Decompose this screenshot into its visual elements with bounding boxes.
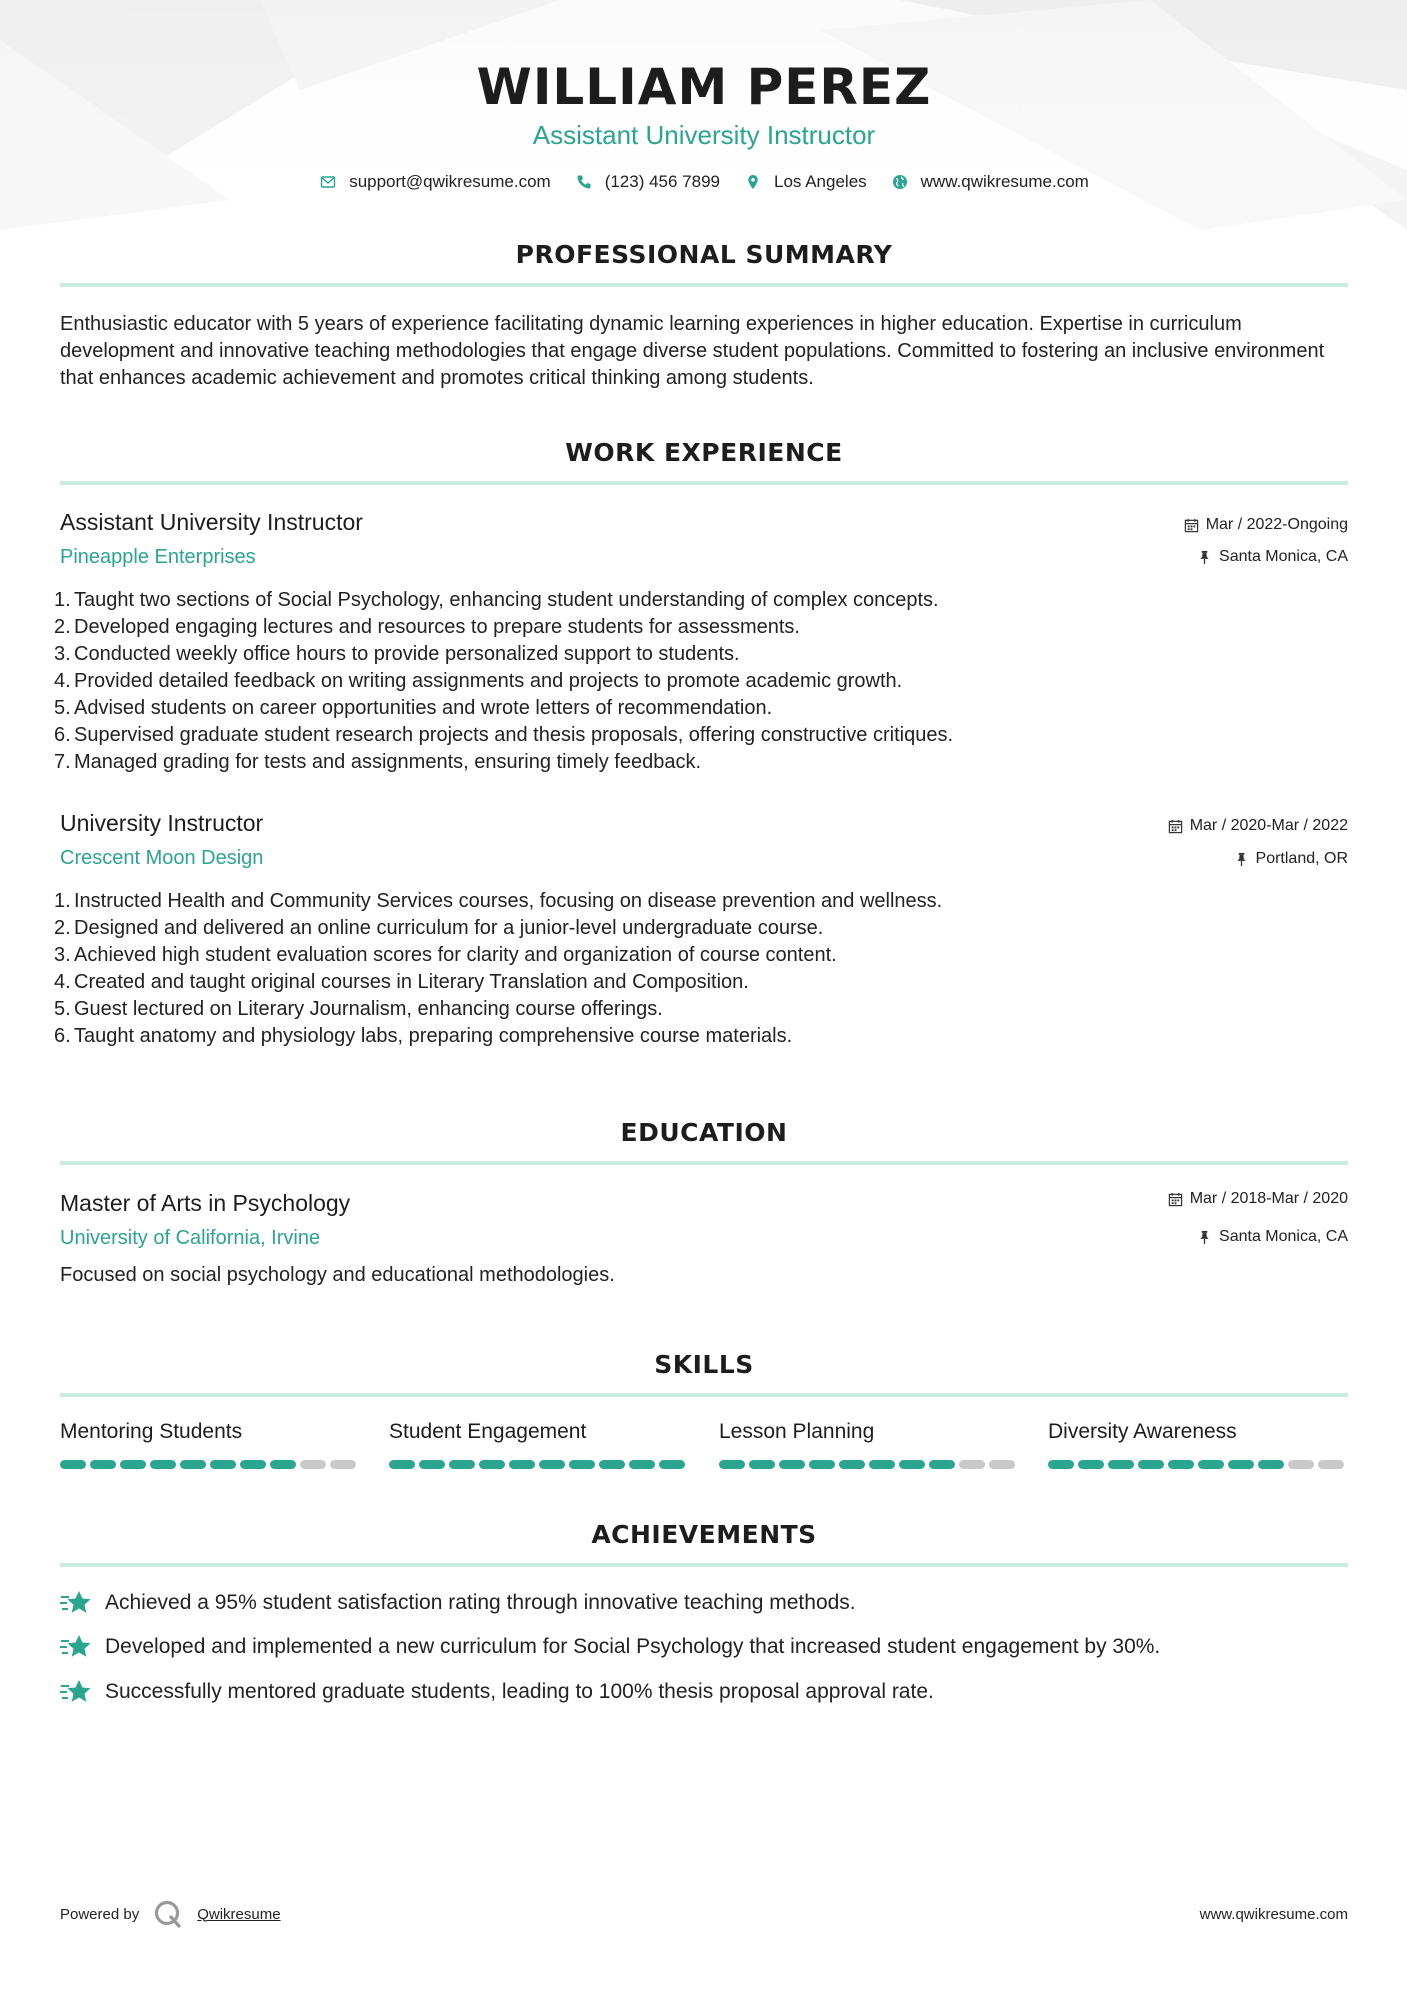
list-item: 3. Conducted weekly office hours to provide personalized support to students. (54, 643, 740, 665)
skill-segment-filled (120, 1460, 146, 1469)
list-item: 2. Developed engaging lectures and resources to prepare students for assessments. (54, 616, 800, 638)
skill-name: Diversity Awareness (1048, 1420, 1237, 1443)
candidate-name: WILLIAM PEREZ (476, 58, 932, 116)
skill-segment-filled (509, 1460, 535, 1469)
skill-segment-empty (1288, 1460, 1314, 1469)
star-achievement-icon (60, 1677, 92, 1707)
achievement-item (60, 1677, 1348, 1707)
job-responsibilities (54, 587, 1348, 776)
skill-segment-filled (1198, 1460, 1224, 1469)
email-text: support@qwikresume.com (349, 172, 551, 191)
job-dates-text: Mar / 2020-Mar / 2022 (1189, 817, 1348, 834)
list-item: 1. Instructed Health and Community Services courses, focusing on disease prevention and wellness. (54, 890, 943, 912)
skill-segment-filled (809, 1460, 835, 1469)
pushpin-icon (1197, 1230, 1212, 1245)
phone-icon (575, 173, 593, 191)
skill-segment-filled (869, 1460, 895, 1469)
skills-heading: SKILLS (654, 1350, 754, 1379)
skill-item (719, 1420, 1019, 1444)
achievement-text: Developed and implemented a new curriculum for Social Psychology that increased student engagement by 30%. (105, 1635, 1161, 1658)
job-dates (1168, 817, 1348, 835)
skill-segment-empty (959, 1460, 985, 1469)
contact-bar (60, 172, 1348, 192)
education-dates (1168, 1190, 1348, 1208)
contact-phone[interactable] (575, 172, 720, 192)
skill-segment-filled (210, 1460, 236, 1469)
job-location (1234, 850, 1348, 868)
skill-segment-empty (330, 1460, 356, 1469)
skill-rating-bar (1048, 1460, 1344, 1469)
degree-title: Master of Arts in Psychology (60, 1190, 351, 1216)
skill-item (60, 1420, 360, 1444)
list-item: 5. Guest lectured on Literary Journalism, enhancing course offerings. (54, 998, 663, 1020)
candidate-role: Assistant University Instructor (532, 120, 876, 150)
education-description: Focused on social psychology and educational methodologies. (60, 1264, 615, 1286)
summary-divider (60, 283, 1348, 287)
skill-segment-filled (479, 1460, 505, 1469)
achievements-divider (60, 1563, 1348, 1567)
location-text: Los Angeles (774, 172, 867, 191)
skill-segment-filled (839, 1460, 865, 1469)
skill-segment-filled (779, 1460, 805, 1469)
list-item: 1. Taught two sections of Social Psychology, enhancing student understanding of complex concepts. (54, 589, 939, 611)
footer-powered-by (60, 1899, 281, 1929)
pushpin-icon (1197, 550, 1212, 565)
skill-segment-filled (599, 1460, 625, 1469)
education-location-text: Santa Monica, CA (1219, 1228, 1348, 1245)
star-achievement-icon (60, 1632, 92, 1662)
skill-segment-filled (419, 1460, 445, 1469)
envelope-icon (319, 173, 337, 191)
contact-location (744, 172, 867, 192)
qwikresume-logo-icon (153, 1899, 183, 1929)
education-dates-text: Mar / 2018-Mar / 2020 (1189, 1190, 1348, 1207)
skill-segment-filled (629, 1460, 655, 1469)
globe-icon (891, 173, 909, 191)
job-title: University Instructor (60, 810, 264, 836)
skill-segment-filled (1048, 1460, 1074, 1469)
skill-item (1048, 1420, 1348, 1444)
school-name: University of California, Irvine (60, 1227, 321, 1249)
website-text: www.qwikresume.com (920, 172, 1089, 191)
achievement-text: Successfully mentored graduate students, leading to 100% thesis proposal approval rate. (105, 1680, 934, 1703)
skill-rating-bar (719, 1460, 1015, 1469)
skill-segment-filled (180, 1460, 206, 1469)
calendar-icon (1168, 819, 1183, 834)
achievement-text: Achieved a 95% student satisfaction rating through innovative teaching methods. (105, 1591, 856, 1614)
list-item: 5. Advised students on career opportunities and wrote letters of recommendation. (54, 697, 773, 719)
footer-website[interactable]: www.qwikresume.com (1199, 1906, 1348, 1923)
experience-divider (60, 481, 1348, 485)
list-item: 4. Created and taught original courses in Literary Translation and Composition. (54, 971, 749, 993)
job-location (1197, 548, 1348, 566)
skill-name: Mentoring Students (60, 1420, 243, 1443)
skill-segment-empty (300, 1460, 326, 1469)
phone-text: (123) 456 7899 (604, 172, 721, 191)
skill-segment-filled (1108, 1460, 1134, 1469)
skill-segment-filled (1078, 1460, 1104, 1469)
skills-divider (60, 1393, 1348, 1397)
list-item: 2. Designed and delivered an online curriculum for a junior-level undergraduate course. (54, 917, 824, 939)
job-location-text: Santa Monica, CA (1219, 548, 1348, 565)
qwikresume-link[interactable]: Qwikresume (197, 1905, 281, 1923)
skill-segment-filled (449, 1460, 475, 1469)
skill-segment-filled (1138, 1460, 1164, 1469)
education-divider (60, 1161, 1348, 1165)
skill-segment-filled (929, 1460, 955, 1469)
contact-email[interactable] (319, 172, 551, 192)
skill-segment-filled (60, 1460, 86, 1469)
skill-segment-filled (90, 1460, 116, 1469)
job-dates (1184, 516, 1348, 534)
map-pin-icon (744, 173, 762, 191)
list-item: 3. Achieved high student evaluation scores for clarity and organization of course content. (54, 944, 837, 966)
summary-text: Enthusiastic educator with 5 years of experience facilitating dynamic learning experiences in higher education. Expertise in curriculum development and innovative teaching methodologies that engage diverse student populations. Committed to fostering an inclusive environment that enhances academic achievement and promotes critical thinking among students. (60, 313, 1325, 389)
skill-segment-empty (989, 1460, 1015, 1469)
skill-segment-filled (389, 1460, 415, 1469)
job-company: Pineapple Enterprises (60, 546, 256, 568)
skill-rating-bar (60, 1460, 356, 1469)
skill-segment-filled (899, 1460, 925, 1469)
skill-segment-filled (749, 1460, 775, 1469)
skill-segment-empty (1318, 1460, 1344, 1469)
list-item: 7. Managed grading for tests and assignments, ensuring timely feedback. (54, 751, 702, 773)
job-company: Crescent Moon Design (60, 847, 264, 869)
experience-heading: WORK EXPERIENCE (565, 438, 843, 467)
skill-segment-filled (1228, 1460, 1254, 1469)
list-item: 6. Supervised graduate student research projects and thesis proposals, offering constructive critiques. (54, 724, 954, 746)
skill-segment-filled (240, 1460, 266, 1469)
skill-segment-filled (659, 1460, 685, 1469)
achievement-item (60, 1632, 1348, 1662)
skill-segment-filled (270, 1460, 296, 1469)
calendar-icon (1168, 1192, 1183, 1207)
powered-by-label: Powered by (60, 1905, 140, 1923)
achievements-heading: ACHIEVEMENTS (591, 1520, 817, 1549)
contact-website[interactable] (891, 172, 1089, 192)
summary-heading: PROFESSIONAL SUMMARY (515, 240, 893, 269)
list-item: 6. Taught anatomy and physiology labs, preparing comprehensive course materials. (54, 1025, 793, 1047)
job-location-text: Portland, OR (1255, 850, 1348, 867)
education-location (1197, 1228, 1348, 1246)
skill-segment-filled (539, 1460, 565, 1469)
skill-rating-bar (389, 1460, 685, 1469)
skill-segment-filled (150, 1460, 176, 1469)
skill-name: Lesson Planning (719, 1420, 875, 1443)
skill-segment-filled (569, 1460, 595, 1469)
star-achievement-icon (60, 1588, 92, 1618)
achievement-item (60, 1588, 1348, 1618)
list-item: 4. Provided detailed feedback on writing assignments and projects to promote academic growth. (54, 670, 903, 692)
pushpin-icon (1234, 852, 1249, 867)
skill-segment-filled (1168, 1460, 1194, 1469)
job-title: Assistant University Instructor (60, 509, 363, 535)
skill-item (389, 1420, 689, 1444)
skill-segment-filled (719, 1460, 745, 1469)
skill-name: Student Engagement (389, 1420, 587, 1443)
job-responsibilities (54, 888, 1348, 1050)
job-dates-text: Mar / 2022-Ongoing (1205, 516, 1348, 533)
education-heading: EDUCATION (620, 1118, 788, 1147)
calendar-icon (1184, 518, 1199, 533)
skill-segment-filled (1258, 1460, 1284, 1469)
